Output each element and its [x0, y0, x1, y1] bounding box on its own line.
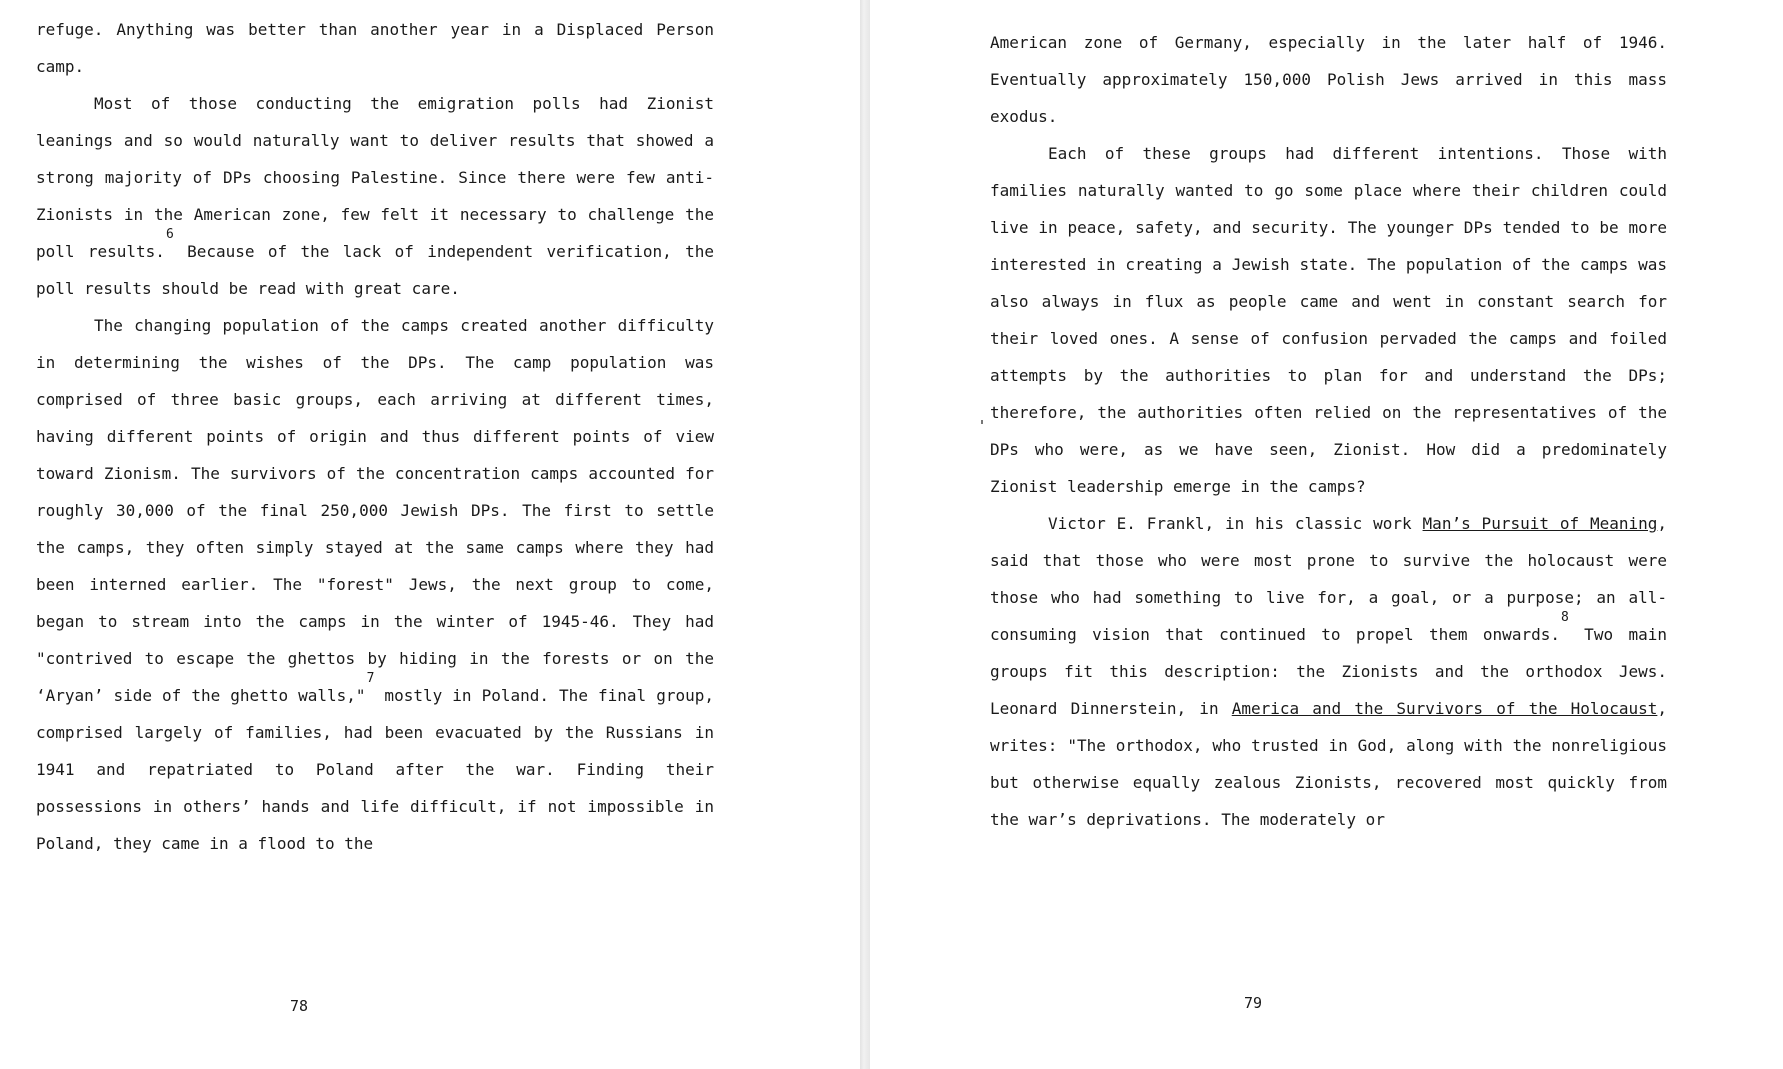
text-run: Most of those conducting the emigration polls had Zionist leanings and so would naturally want to deliver results that showed a strong majority of DPs choosing Palestine. Since there were few anti-Zionists in the American zone, few felt it necessary to challenge the poll results. [36, 94, 714, 261]
text-run: , said that those who were most prone to survive the holocaust were those who had something to live for, a goal, or a purpose; an all-consuming vision that continued to propel them onwards. [990, 514, 1668, 644]
right-page [870, 0, 1783, 1069]
paragraph [990, 505, 1667, 838]
page-number: 78 [290, 997, 309, 1015]
book-title: America and the Survivors of the Holocaust [1231, 699, 1658, 718]
left-page-text [36, 11, 714, 862]
footnote-marker: 7 [366, 671, 375, 687]
footnote-marker: 6 [165, 227, 174, 243]
right-page-text [990, 24, 1667, 838]
scan-speck [981, 420, 983, 424]
text-run: American zone of Germany, especially in the later half of 1946. Eventually approximately 150,000 Polish Jews arrived in this mass exodus. [990, 33, 1667, 126]
left-page [0, 0, 860, 1069]
paragraph [36, 307, 714, 862]
paragraph [36, 11, 714, 85]
text-run: Because of the lack of independent verification, the poll results should be read with great care. [36, 242, 714, 298]
text-run: Victor E. Frankl, in his classic work [1048, 514, 1423, 533]
text-run: The changing population of the camps created another difficulty in determining the wishes of the DPs. The camp population was comprised of three basic groups, each arriving at different times, having different points of origin and thus different points of view toward Zionism. The survivors of the concentration camps accounted for roughly 30,000 of the final 250,000 Jewish DPs. The first to settle the camps, they often simply stayed at the same camps where they had been interned earlier. The "forest" Jews, the next group to come, began to stream into the camps in the winter of 1945-46. They had "contrived to escape the ghettos by hiding in the forests or on the ‘Aryan’ side of the ghetto walls," [36, 316, 714, 705]
text-run: Two main groups fit this description: the Zionists and the orthodox Jews. Leonard Dinnerstein, in [990, 625, 1667, 718]
book-title: Man’s Pursuit of Meaning [1422, 514, 1658, 533]
paragraph [990, 135, 1667, 505]
text-run: mostly in Poland. The final group, comprised largely of families, had been evacuated by the Russians in 1941 and repatriated to Poland after the war. Finding their possessions in others’ hands and life difficult, if not impossible in Poland, they came in a flood to the [36, 686, 714, 853]
footnote-marker: 8 [1560, 610, 1569, 626]
text-run: refuge. Anything was better than another year in a Displaced Person camp. [36, 20, 714, 76]
book-gutter [860, 0, 870, 1069]
paragraph [36, 85, 714, 307]
page-number: 79 [1244, 994, 1263, 1012]
paragraph [990, 24, 1667, 135]
text-run: , writes: "The orthodox, who trusted in God, along with the nonreligious but otherwise equally zealous Zionists, recovered most quickly from the war’s deprivations. The moderately or [990, 699, 1668, 829]
text-run: Each of these groups had different intentions. Those with families naturally wanted to go some place where their children could live in peace, safety, and security. The younger DPs tended to be more interested in creating a Jewish state. The population of the camps was also always in flux as people came and went in constant search for their loved ones. A sense of confusion pervaded the camps and foiled attempts by the authorities to plan for and understand the DPs; therefore, the authorities often relied on the representatives of the DPs who were, as we have seen, Zionist. How did a predominately Zionist leadership emerge in the camps? [990, 144, 1667, 496]
